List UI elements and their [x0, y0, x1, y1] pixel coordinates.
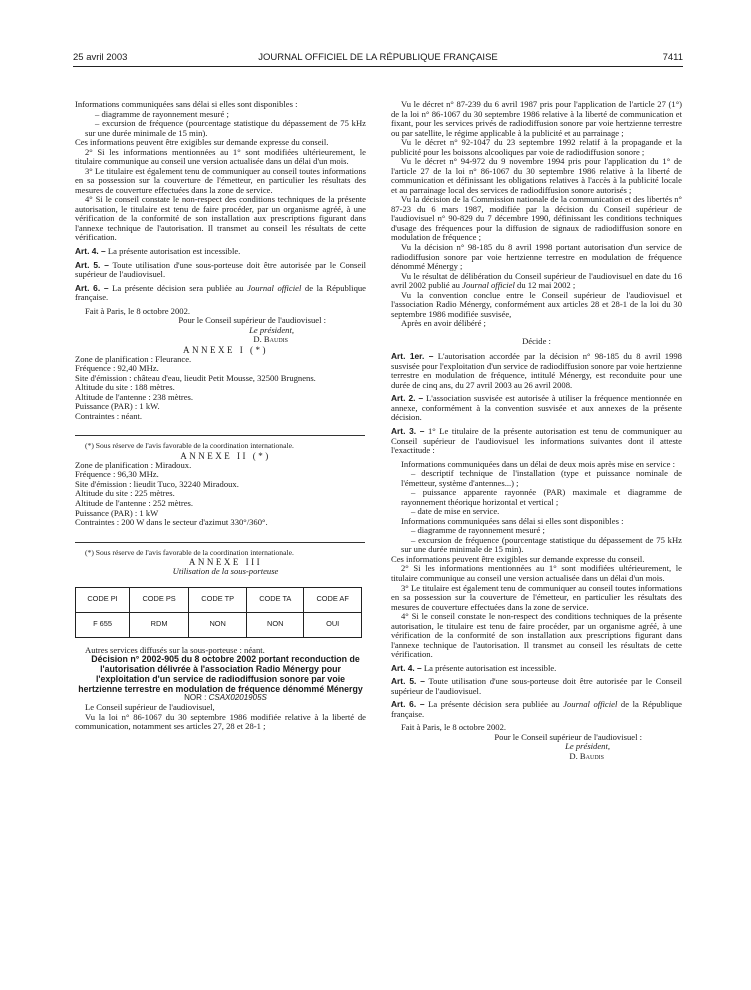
annex-field: Fréquence : 92,40 MHz.: [75, 363, 159, 374]
annex-2-fields: [75, 461, 366, 528]
list-item: – puissance apparente rayonnée (PAR) maximale et diagramme de rayonnement théorique horizontal et vertical ;: [401, 487, 682, 507]
article-label: Art. 1er. –: [391, 351, 434, 362]
article-label: Art. 5. –: [391, 676, 425, 687]
signature-date: Fait à Paris, le 8 octobre 2002.: [401, 722, 507, 733]
paragraph: Ces informations peuvent être exigibles sur demande expresse du conseil.: [391, 553, 645, 564]
annex-field: Contraintes : néant.: [75, 410, 143, 421]
table-header-row: [76, 587, 362, 612]
article-text: Toute utilisation d'une sous-porteuse doit être autorisée par le Conseil supérieur de l'audiovisuel.: [391, 676, 682, 696]
annex-field: Puissance (PAR) : 1 kW: [75, 507, 159, 518]
article-label: Art. 4. –: [391, 662, 422, 673]
paragraph: 4° Si le conseil constate le non-respect des conditions techniques de la présente autorisation, le titulaire est tenu de faire procéder, par un organisme agréé, à une vérification de la conformité de son installation aux prescriptions figurant dans l'annexe technique de l'autorisation. Il transmet au conseil les résultats de cette vérification.: [75, 194, 366, 243]
article-label: Art. 6. –: [391, 699, 425, 710]
paragraph: Vu la décision de la Commission nationale de la communication et des libertés n° 87-23 du 6 mars 1987, modifiée par la décision du Conseil supérieur de l'audiovisuel n° 90-829 du 7 décembre 1990, définissant les conditions techniques d'usage des fréquences pour la diffusion de signaux de radiodiffusion sonore en modulation de fréquence ;: [391, 194, 682, 243]
paragraph: Après en avoir délibéré ;: [401, 318, 486, 329]
list-item: – diagramme de rayonnement mesuré ;: [95, 108, 229, 119]
header-journal-title: JOURNAL OFFICIEL DE LA RÉPUBLIQUE FRANÇAISE: [258, 52, 498, 63]
article-5: [75, 261, 366, 280]
header-date: 25 avril 2003: [73, 52, 128, 63]
list-item: – excursion de fréquence (pourcentage statistique du dépassement de 75 kHz sur une durée minimale de 15 min).: [401, 534, 682, 555]
footnote-rule: [75, 542, 365, 543]
annex-2-footnote: (*) Sous réserve de l'avis favorable de la coordination internationale.: [85, 547, 294, 557]
article-2: [391, 394, 682, 423]
paragraph: 4° Si le conseil constate le non-respect des conditions techniques de la présente autorisation, le titulaire est tenu de faire procéder, par un organisme agréé, à une vérification de la conformité de son installation aux prescriptions figurant dans l'annexe technique de l'autorisation. Il transmet au conseil les résultats de cette vérification.: [391, 611, 682, 660]
annex-3-subtitle: Utilisation de la sous-porteuse: [172, 565, 279, 576]
article-6: [75, 284, 366, 303]
paragraph: Vu le décret n° 94-972 du 9 novembre 1994 pris pour l'application du 1° de l'article 27 de la loi n° 86-1067 du 30 septembre 1986 relative à la liberté de communication et définissant les obligations relatives à l'accès à la publicité locale et au parrainage local des services de radiodiffusion sonore autorisés ;: [391, 156, 682, 195]
table-header-cell: CODE AF: [304, 587, 362, 612]
decision-title: Décision n° 2002-905 du 8 octobre 2002 portant reconduction de l'autorisation délivrée à l'association Radio Ménergy pour l'exploitation d'un service de radiodiffusion sonore par voie hertzienne terrestre en modulation de fréquence dénommé Ménergy: [78, 654, 363, 694]
article-label: Art. 5. –: [75, 259, 109, 270]
nor-code: CSAX0201905S: [208, 693, 267, 703]
article-4: [75, 247, 366, 257]
annex-field: Fréquence : 96,30 MHz.: [75, 469, 159, 480]
annex-field: Contraintes : 200 W dans le secteur d'azimut 330°/360°.: [75, 517, 268, 528]
annex-field: Zone de planification : Fleurance.: [75, 353, 192, 364]
left-column: [75, 100, 366, 732]
signature-title: Le président,: [565, 741, 610, 752]
paragraph: 2° Si les informations mentionnées au 1° sont modifiées ultérieurement, le titulaire communique au conseil une version actualisée dans un délai d'un mois.: [75, 146, 366, 167]
article-label: Art. 4. –: [75, 245, 106, 256]
annex-1-footnote: (*) Sous réserve de l'avis favorable de la coordination internationale.: [85, 441, 294, 451]
signature-line: Pour le Conseil supérieur de l'audiovisuel :: [494, 731, 642, 742]
list-item: – excursion de fréquence (pourcentage statistique du dépassement de 75 kHz sur une durée minimale de 15 min).: [85, 118, 366, 138]
annex-3-title: ANNEXE III: [188, 557, 263, 567]
footnote-rule: [75, 435, 365, 436]
annex-field: Site d'émission : lieudit Tuco, 32240 Miradoux.: [75, 478, 239, 489]
table-cell: NON: [189, 612, 247, 637]
paragraph: Ces informations peuvent être exigibles sur demande expresse du conseil.: [75, 137, 329, 148]
annex-field: Zone de planification : Miradoux.: [75, 459, 192, 470]
page-header: [73, 52, 683, 66]
signature-title: Le président,: [249, 324, 294, 335]
table-header-cell: CODE TA: [247, 587, 304, 612]
article-text: La présente décision sera publiée au: [424, 699, 564, 710]
paragraph: 3° Le titulaire est également tenu de communiquer au conseil toutes informations en sa possession sur la couverture de l'émetteur, en particulier les résultats des mesures de couverture effectuées dans la zone de service.: [391, 582, 682, 612]
table-cell: RDM: [130, 612, 189, 637]
paragraph: Le Conseil supérieur de l'audiovisuel,: [85, 702, 215, 713]
nor-label: NOR :: [184, 693, 209, 703]
table-header-cell: CODE PS: [130, 587, 189, 612]
article-text: La présente décision sera publiée au: [108, 282, 248, 293]
annex-field: Altitude du site : 188 mètres.: [75, 382, 175, 393]
article-text: de la République française.: [75, 282, 366, 303]
paragraph: Vu le décret n° 87-239 du 6 avril 1987 pris pour l'application de l'article 27 (1°) de la loi n° 86-1067 du 30 septembre 1986 relative à la liberté de communication et fixant, pour les services privés de radiodiffusion sonore par voie hertzienne terrestre ou par satellite, le régime applicable à la publicité et au parrainage ;: [391, 99, 682, 138]
annex-field: Altitude de l'antenne : 252 mètres.: [75, 497, 194, 508]
text: Vu le résultat de délibération du Conseil supérieur de l'audiovisuel en date du 16 avril 2002 publié au: [391, 270, 682, 291]
paragraph: Vu le décret n° 92-1047 du 23 septembre 1992 relatif à la propagande et la publicité pour les boissons alcooliques par voie de radiodiffusion sonore ;: [391, 137, 682, 157]
annex-field: Puissance (PAR) : 1 kW.: [75, 401, 160, 412]
article-label: Art. 2. –: [391, 393, 424, 404]
paragraph: Informations communiquées sans délai si elles sont disponibles :: [401, 515, 624, 526]
article-1: [391, 352, 682, 390]
article-text: La présente autorisation est incessible.: [421, 662, 557, 673]
list-item: – diagramme de rayonnement mesuré ;: [411, 525, 545, 536]
signature-name: D. Baudis: [253, 334, 288, 345]
table-cell: NON: [247, 612, 304, 637]
header-rule: [73, 66, 683, 67]
paragraph: Informations communiquées dans un délai de deux mois après mise en service :: [401, 458, 675, 469]
article-6: [391, 700, 682, 719]
journal-name: Journal officiel: [563, 699, 618, 710]
article-text: Toute utilisation d'une sous-porteuse doit être autorisée par le Conseil supérieur de l'audiovisuel.: [75, 259, 366, 280]
paragraph: Vu la convention conclue entre le Conseil supérieur de l'audiovisuel et l'association Radio Ménergy, conformément aux articles 28 et 28-1 de la loi du 30 septembre 1986 modifiée susvisée,: [391, 289, 682, 319]
codes-table: [75, 587, 362, 638]
table-cell: OUI: [304, 612, 362, 637]
table-header-cell: CODE PI: [76, 587, 130, 612]
article-label: Art. 3. –: [391, 426, 425, 436]
annex-2-title: ANNEXE II (*): [180, 450, 271, 461]
paragraph: 3° Le titulaire est également tenu de communiquer au conseil toutes informations en sa possession sur la couverture de l'émetteur, en particulier les résultats des mesures de couverture effectuées dans la zone de service.: [75, 165, 366, 195]
article-5: [391, 677, 682, 696]
article-text: L'association susvisée est autorisée à utiliser la fréquence mentionnée en annexe, conformément à la convention susvisée et aux annexes de la présente décision.: [391, 393, 682, 423]
article-label: Art. 6. –: [75, 282, 109, 293]
article-text: L'autorisation accordée par la décision n° 98-185 du 8 avril 1998 susvisée pour l'exploitation d'un service de radiodiffusion sonore par voie hertzienne terrestre en modulation de fréquence, intitulé Ménergy, est reconduite pour une durée de cinq ans, du 27 avril 2003 au 26 avril 2008.: [391, 351, 682, 390]
signature-line: Pour le Conseil supérieur de l'audiovisuel :: [178, 315, 326, 326]
signature-name: D. Baudis: [569, 751, 604, 761]
article-4: [391, 664, 682, 674]
other-services: Autres services diffusés sur la sous-porteuse : néant.: [85, 644, 265, 655]
list-item: – date de mise en service.: [411, 506, 500, 517]
table-header-cell: CODE TP: [189, 587, 247, 612]
list-item: – descriptif technique de l'installation (type et puissance nominale de l'émetteur, système d'antennes...) ;: [401, 468, 682, 488]
table-row: [76, 612, 362, 637]
annex-1-title: ANNEXE I (*): [183, 344, 268, 355]
article-text: La présente autorisation est incessible.: [105, 245, 241, 256]
paragraph: 2° Si les informations mentionnées au 1° sont modifiées ultérieurement, le titulaire communique au conseil une version actualisée dans un délai d'un mois.: [391, 563, 682, 583]
table-cell: F 655: [76, 612, 130, 637]
annex-field: Altitude du site : 225 mètres.: [75, 488, 175, 499]
annex-1-fields: [75, 355, 366, 422]
journal-name: Journal officiel: [247, 282, 302, 293]
paragraph: Vu la loi n° 86-1067 du 30 septembre 1986 modifiée relative à la liberté de communication, notamment ses articles 27, 28 et 28-1 ;: [75, 711, 366, 732]
decide-heading: Décide :: [522, 335, 551, 346]
annex-field: Altitude de l'antenne : 238 mètres.: [75, 391, 194, 402]
journal-name: Journal officiel: [462, 280, 515, 291]
signature-date: Fait à Paris, le 8 octobre 2002.: [85, 305, 191, 316]
paragraph: [391, 272, 682, 291]
article-3: [391, 427, 682, 456]
text: du 12 mai 2002 ;: [514, 280, 576, 291]
annex-field: Site d'émission : château d'eau, lieudit Petit Mousse, 32500 Brugnens.: [75, 372, 316, 383]
info-intro: Informations communiquées sans délai si elles sont disponibles :: [75, 99, 298, 109]
right-column: [391, 100, 682, 762]
article-text: de la République française.: [391, 699, 682, 719]
paragraph: Vu la décision n° 98-185 du 8 avril 1998 portant autorisation d'un service de radiodiffusion sonore par voie hertzienne terrestre en modulation de fréquence dénommé Ménergy ;: [391, 241, 682, 272]
article-text: 1° Le titulaire de la présente autorisation est tenu de communiquer au Conseil supérieur de l'audiovisuel les informations suivantes dont il atteste l'exactitude :: [391, 426, 682, 456]
header-page-number: 7411: [662, 52, 683, 63]
